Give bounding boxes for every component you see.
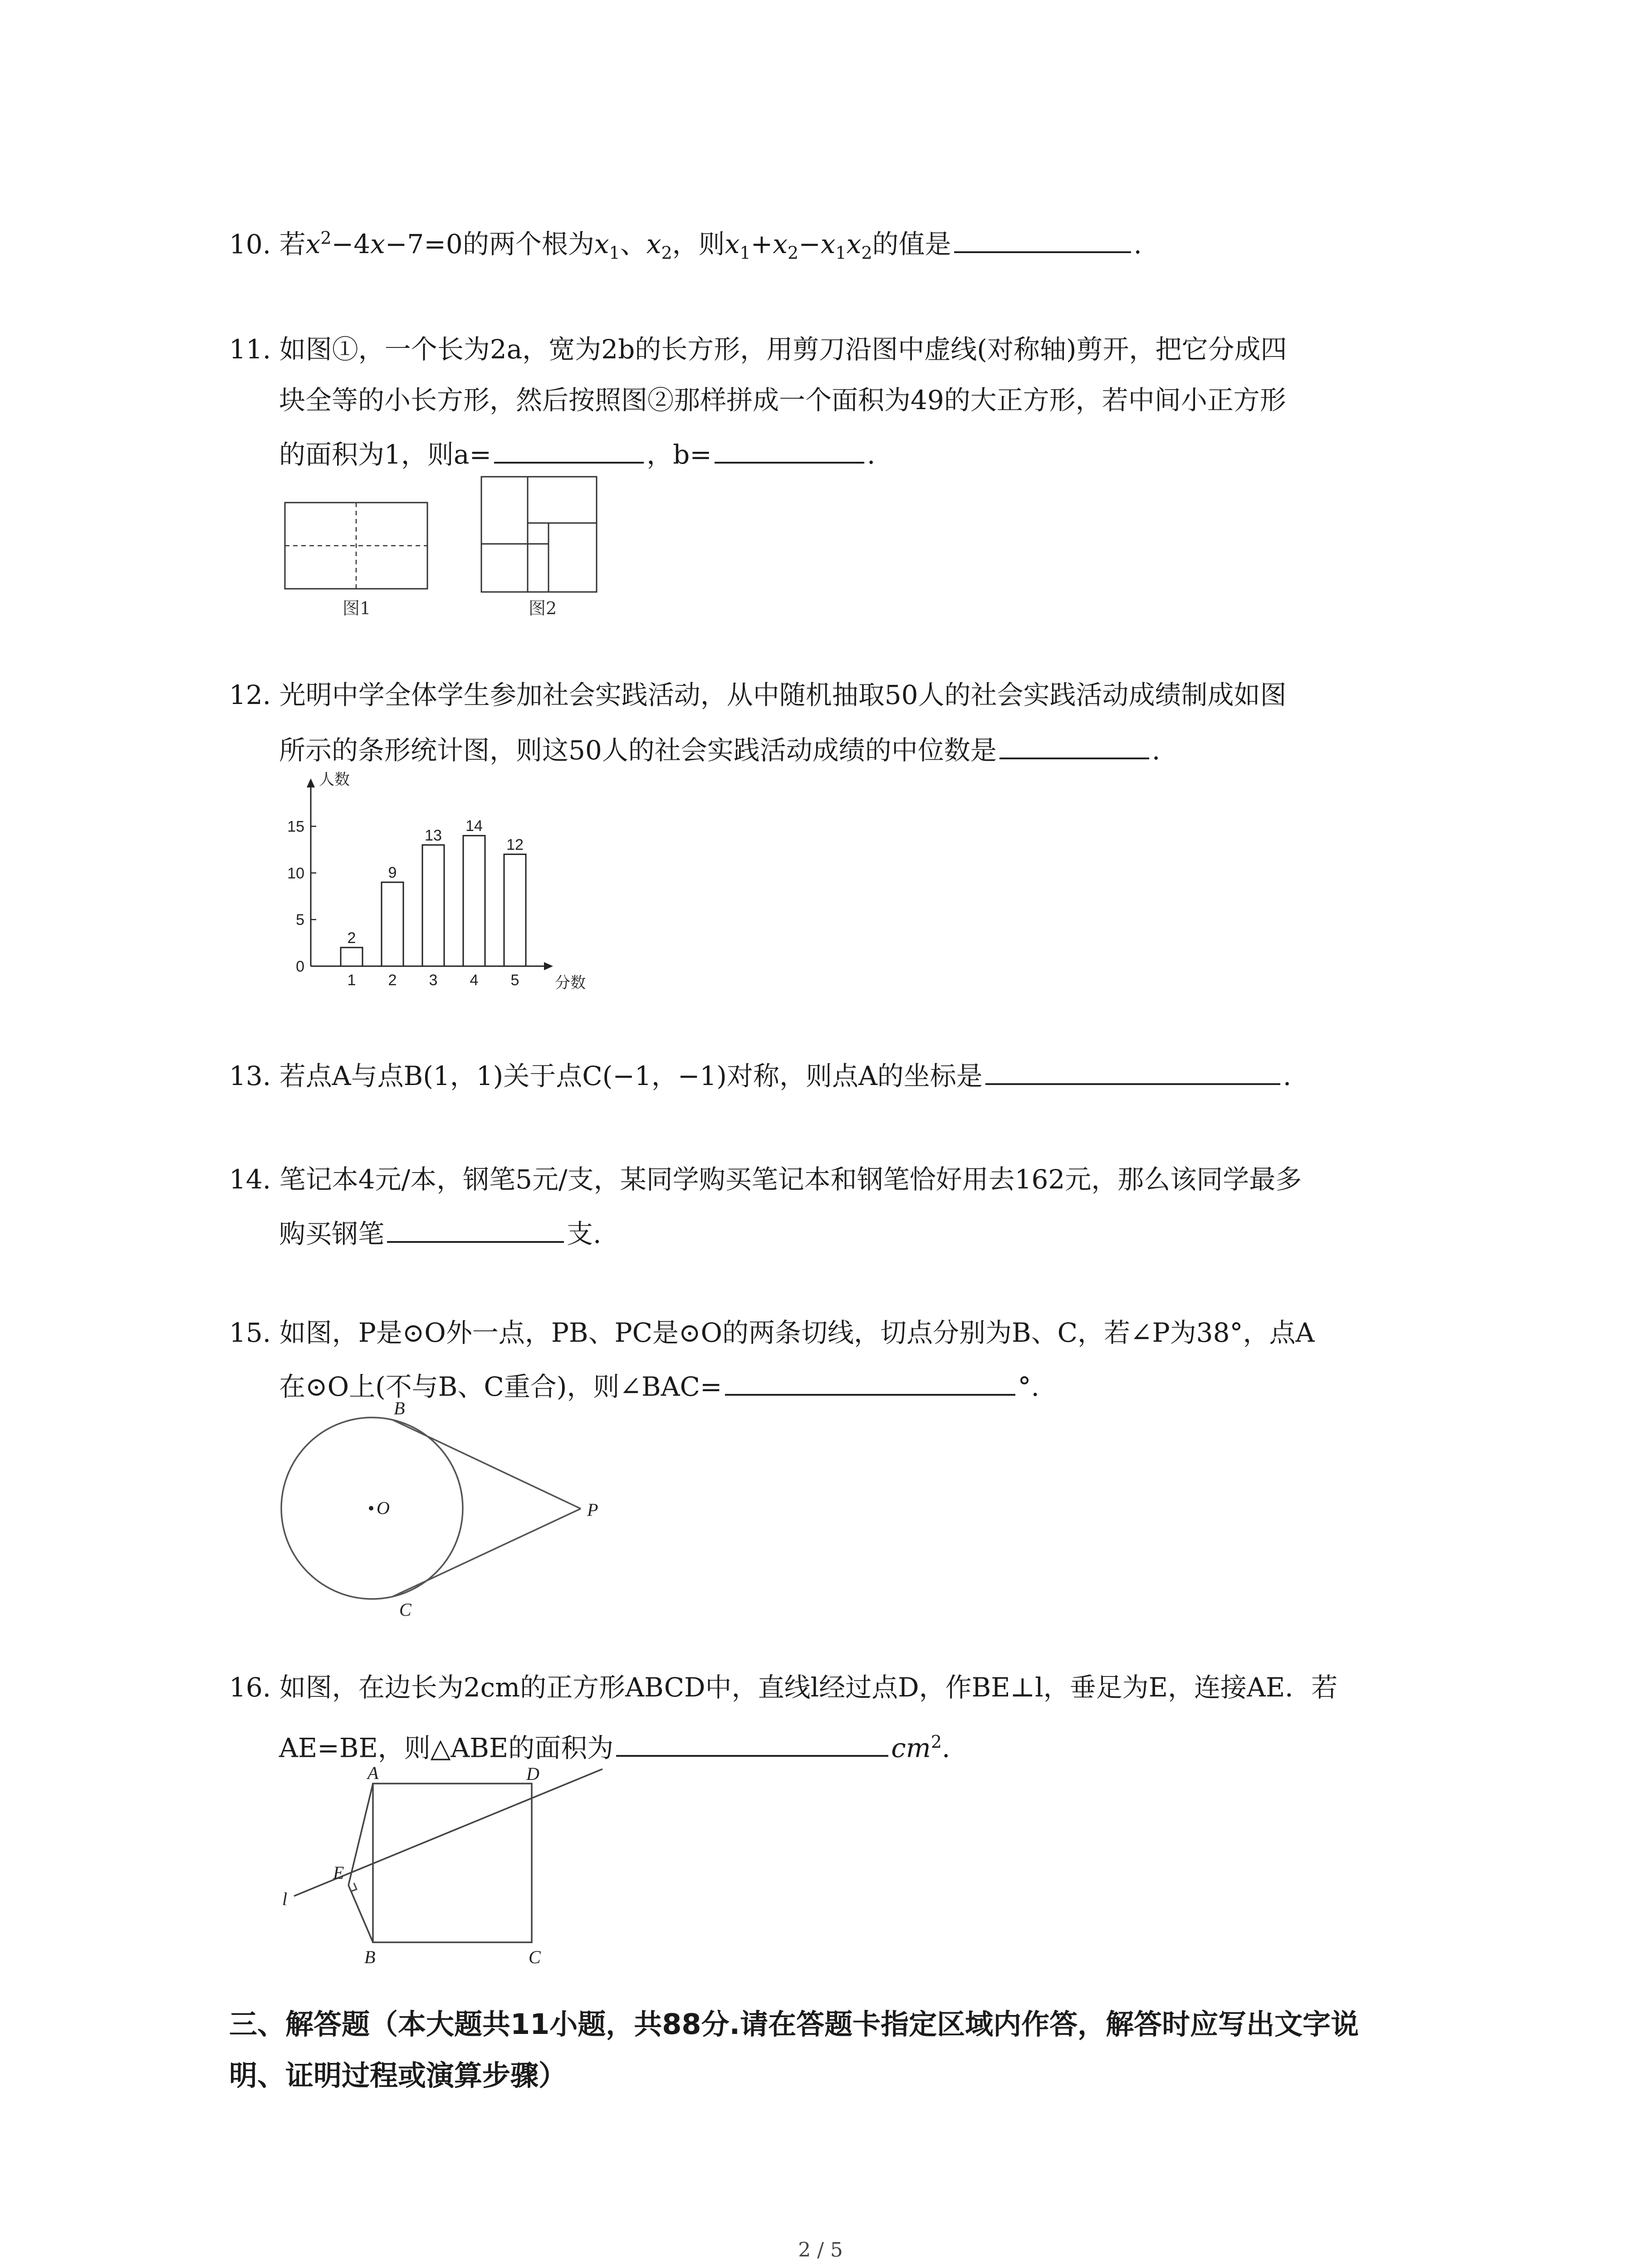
q16-number: 16.: [229, 1672, 271, 1703]
x-tick-label: 1: [347, 972, 356, 989]
q12-bar-chart: [254, 767, 599, 993]
q14-line1: 14. 笔记本4元/本，钢笔5元/支，某同学购买笔记本和钢笔恰好用去162元，那么该同学最多: [229, 1164, 1302, 1195]
q11-figure-1: [281, 499, 431, 594]
bar-1: [341, 948, 362, 966]
q10-line: 10. 若$x^2-4x-7=0$的两个根为$x_1$、$x_2$，则$x_1+x_2-x_1x_2$的值是 .: [229, 220, 1142, 256]
label-d: D: [526, 1764, 539, 1784]
q16-answer-blank[interactable]: [616, 1729, 888, 1757]
x-axis-arrow: [544, 962, 553, 970]
x-tick-label: 3: [429, 972, 438, 989]
bar-4: [463, 836, 485, 966]
chart-bars: [341, 836, 526, 966]
q10-number: 10.: [229, 229, 271, 260]
label-p: P: [587, 1500, 598, 1520]
bar-value-label: 2: [347, 929, 356, 947]
q16-square-figure: [272, 1760, 617, 1987]
q10-answer-blank[interactable]: [954, 225, 1131, 253]
q12-line1: 12. 光明中学全体学生参加社会实践活动，从中随机抽取50人的社会实践活动成绩制成如图: [229, 679, 1287, 710]
q15-line1: 15. 如图，P是⊙O外一点，PB、PC是⊙O的两条切线，切点分别为B、C，若∠P为38°，点A: [229, 1317, 1315, 1348]
label-c2: C: [529, 1947, 541, 1967]
label-a: A: [367, 1763, 379, 1783]
y-tick-label: 15: [287, 818, 304, 836]
bar-value-label: 14: [465, 817, 483, 835]
q14-answer-blank[interactable]: [387, 1215, 564, 1243]
tangent-pb: [392, 1420, 581, 1509]
x-tick-label: 4: [470, 972, 479, 989]
q13-number: 13.: [229, 1061, 271, 1091]
q16-line1: 16. 如图，在边长为2cm的正方形ABCD中，直线l经过点D，作BE⊥l，垂足为E，连接AE．若: [229, 1672, 1338, 1703]
q11-a-blank[interactable]: [494, 435, 644, 464]
y-tick-label: 10: [287, 865, 304, 882]
q11-number: 11.: [229, 334, 271, 365]
q12-answer-blank[interactable]: [999, 731, 1149, 759]
section-3-heading: 三、解答题（本大题共11小题，共88分.请在答题卡指定区域内作答，解答时应写出文字说: [229, 2008, 1359, 2041]
x-tick-label: 5: [510, 972, 519, 989]
bar-value-label: 13: [425, 826, 442, 844]
bar-value-label: 9: [388, 864, 397, 881]
x-tick-label: 2: [388, 972, 397, 989]
fig1-caption: 图1: [343, 598, 371, 618]
segment-be: [348, 1885, 373, 1942]
q12-number: 12.: [229, 679, 271, 710]
fig2-square: [481, 477, 597, 592]
page-number: 2 / 5: [798, 2239, 843, 2262]
q15-line2: 在⊙O上(不与B、C重合)，则∠BAC= °.: [279, 1368, 1039, 1404]
label-b: B: [394, 1398, 405, 1418]
q14-line2: 购买钢笔 支.: [279, 1215, 601, 1251]
q11-line1: 11. 如图①，一个长为2a，宽为2b的长方形，用剪刀沿图中虚线(对称轴)剪开，把它分成四: [229, 334, 1287, 365]
q11-line3: 的面积为1，则a= ，b= .: [279, 435, 875, 472]
label-b2: B: [364, 1947, 376, 1967]
q11-line2: 块全等的小长方形，然后按照图②那样拼成一个面积为49的大正方形，若中间小正方形: [279, 385, 1286, 415]
q13-line: 13. 若点A与点B(1，1)关于点C(−1，−1)对称，则点A的坐标是 .: [229, 1057, 1291, 1093]
q13-answer-blank[interactable]: [985, 1057, 1280, 1085]
q12-line2: 所示的条形统计图，则这50人的社会实践活动成绩的中位数是 .: [279, 731, 1160, 767]
q15-number: 15.: [229, 1317, 271, 1348]
fig2-caption: 图2: [529, 598, 557, 618]
section-3-heading-cont: 明、证明过程或演算步骤）: [229, 2059, 567, 2092]
q11-figure-2: [479, 474, 601, 596]
y-tick-label: 0: [296, 958, 304, 975]
label-e: E: [333, 1862, 344, 1883]
tangent-pc: [392, 1509, 581, 1597]
bar-3: [422, 845, 444, 966]
q15-answer-blank[interactable]: [725, 1368, 1015, 1396]
label-l: l: [282, 1889, 288, 1909]
center-dot: [369, 1506, 373, 1510]
segment-ae: [348, 1784, 373, 1885]
y-axis-title: 人数: [319, 771, 350, 788]
q10-text: 若$x^2-4x-7=0$的两个根为$x_1$、$x_2$，则$x_1+x_2-x_1x_2$的值是: [279, 228, 951, 263]
label-o: O: [377, 1498, 390, 1518]
right-angle-mark: [351, 1883, 357, 1892]
label-c: C: [399, 1599, 411, 1620]
bar-value-label: 12: [506, 836, 524, 854]
y-axis-arrow: [307, 778, 315, 787]
y-tick-label: 5: [296, 911, 304, 929]
q16-line2: AE=BE，则△ABE的面积为 $cm^2$.: [279, 1724, 950, 1760]
bar-5: [504, 854, 526, 966]
x-axis-title: 分数: [555, 974, 586, 992]
q11-b-blank[interactable]: [715, 435, 864, 464]
q15-circle-figure: [272, 1397, 608, 1620]
bar-2: [382, 882, 403, 966]
q14-number: 14.: [229, 1164, 271, 1195]
